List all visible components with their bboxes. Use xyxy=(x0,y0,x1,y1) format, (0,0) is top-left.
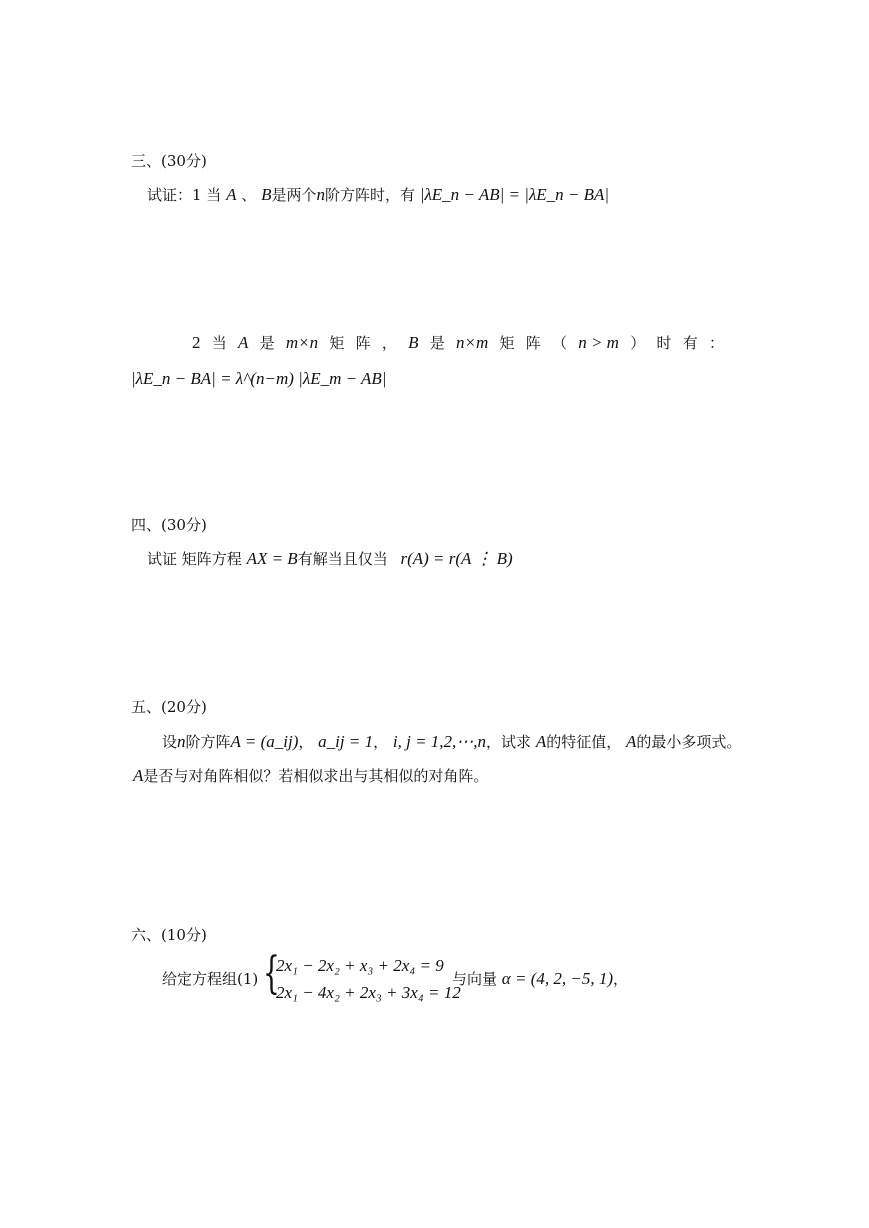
p2-part: 矩 xyxy=(499,334,515,352)
section-4-heading: 四、(30分) xyxy=(131,516,207,534)
s6-vector: α = (4, 2, −5, 1) xyxy=(501,969,613,988)
s5-f: 的特征值， xyxy=(546,733,622,751)
p1-prefix: 试证：1 当 xyxy=(147,186,222,204)
p2-part: 时 xyxy=(656,334,672,352)
section-3-problem-2 xyxy=(192,332,724,354)
section-3-problem-1 xyxy=(147,184,609,206)
s5-A3: A xyxy=(133,766,144,785)
s5-c: ， xyxy=(298,733,314,751)
p1-sep: 、 xyxy=(241,186,257,204)
p2-part: 阵 xyxy=(525,334,541,352)
left-brace: { xyxy=(263,948,280,999)
p2-part: ） xyxy=(630,334,646,352)
s5-A: A xyxy=(535,732,547,751)
section-3-heading: 三、(30分) xyxy=(131,152,207,170)
s4-cond: r(A) = r(A ⋮ B) xyxy=(400,549,513,568)
s5-line2: 是否与对角阵相似？若相似求出与其相似的对角阵。 xyxy=(143,767,489,785)
p2-part: 矩 xyxy=(329,334,345,352)
p2-part: 有 xyxy=(682,334,698,352)
p1-mid: 是两个 xyxy=(271,186,317,204)
p2-part: （ xyxy=(551,334,567,352)
p2-part: 当 xyxy=(211,334,227,352)
p2-part: 是 xyxy=(259,334,275,352)
section-4-statement xyxy=(147,548,513,570)
s4-text2: 有解当且仅当 xyxy=(297,550,388,568)
s5-g: 的最小多项式。 xyxy=(636,733,742,751)
p2-part: n×m xyxy=(455,333,489,352)
s5-b: 阶方阵 xyxy=(185,733,231,751)
p1-mid2: 阶方阵时，有 xyxy=(324,186,415,204)
s6-after xyxy=(452,968,628,990)
p2-part: 是 xyxy=(429,334,445,352)
p2-part: B xyxy=(408,333,419,352)
p2-part: ： xyxy=(708,334,724,352)
section-5-line-2 xyxy=(133,765,488,787)
s4-eq: AX = B xyxy=(246,549,298,568)
section-5-line-1 xyxy=(162,731,741,753)
s5-a: 设 xyxy=(162,733,178,751)
p2-part: ， xyxy=(381,334,397,352)
s5-ij: i, j = 1,2,⋯,n xyxy=(392,732,487,751)
p1-B: B xyxy=(261,185,272,204)
p2-part: n > m xyxy=(578,333,619,352)
s5-n: n xyxy=(177,732,186,751)
s5-e: ，试求 xyxy=(486,733,532,751)
p2-part: A xyxy=(237,333,249,352)
p2-part: 阵 xyxy=(355,334,371,352)
s6-intro: 给定方程组(1) xyxy=(162,970,259,988)
s5-A-def: A = (a_ij) xyxy=(230,732,299,751)
p1-n: n xyxy=(316,185,325,204)
s4-text: 试证 矩阵方程 xyxy=(147,550,242,568)
s5-d: ， xyxy=(373,733,389,751)
section-5-heading: 五、(20分) xyxy=(131,698,207,716)
s6-eq2: 2x₁ − 4x₂ + 2x₃ + 3x₄ = 12 xyxy=(276,983,461,1002)
s6-eq1: 2x₁ − 2x₂ + x₃ + 2x₄ = 9 xyxy=(276,956,444,975)
p2-part: m×n xyxy=(285,333,319,352)
p2-formula: |λE_n − BA| = λ^(n−m) |λE_m − AB| xyxy=(131,369,387,388)
section-6-heading: 六、(10分) xyxy=(131,926,207,944)
p1-A: A xyxy=(226,185,237,204)
s5-A2: A xyxy=(626,732,637,751)
s5-aij: a_ij = 1 xyxy=(318,732,374,751)
s6-after-text: 与向量 xyxy=(452,970,498,988)
p2-part: 2 xyxy=(192,333,201,352)
s6-tail: ， xyxy=(613,970,629,988)
p1-formula: |λE_n − AB| = |λE_n − BA| xyxy=(419,185,610,204)
